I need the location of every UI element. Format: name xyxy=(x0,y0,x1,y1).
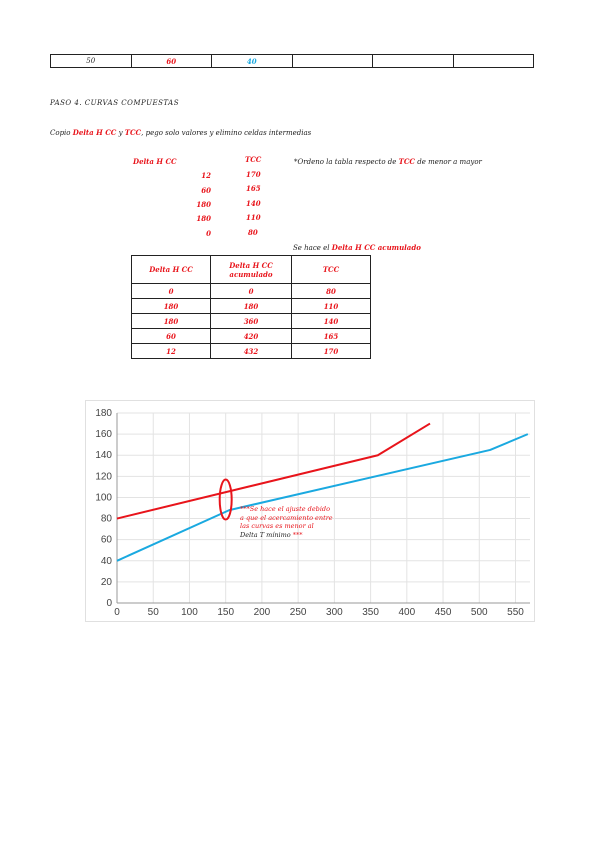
annotation-stars: *** xyxy=(292,530,303,539)
top-cell-1: 50 xyxy=(51,55,132,67)
table-row xyxy=(132,284,371,299)
loose-col1-1: 60 xyxy=(201,186,211,195)
annotation-line-3: las curvas es menor al xyxy=(240,522,314,530)
loose-header-2: TCC xyxy=(245,155,262,164)
y-tick-label: 80 xyxy=(100,513,112,525)
x-tick-label: 250 xyxy=(289,607,307,618)
y-tick-label: 60 xyxy=(100,534,112,546)
table-cell: 80 xyxy=(292,284,371,299)
sort-note-term: TCC xyxy=(398,157,415,166)
annotation-line-4 xyxy=(240,531,333,540)
x-tick-label: 550 xyxy=(507,607,524,618)
sort-note-prefix: *Ordeno la tabla respecto de xyxy=(294,158,397,166)
table-row xyxy=(132,314,371,329)
table-cell: 180 xyxy=(132,299,211,314)
loose-col1-4: 0 xyxy=(206,229,211,238)
sort-note-suffix: de menor a mayor xyxy=(417,158,482,166)
x-tick-label: 150 xyxy=(217,607,235,618)
y-tick-label: 140 xyxy=(95,450,112,462)
loose-col2-1: 165 xyxy=(246,184,261,193)
loose-col1-0: 12 xyxy=(201,171,211,180)
annotation-line-1: ***Se hace el ajuste debido xyxy=(240,505,330,513)
annotation-delta-t: Delta T mínimo xyxy=(240,530,291,539)
table-header-row xyxy=(132,256,371,284)
x-tick-label: 50 xyxy=(147,607,159,618)
loose-col2-4: 80 xyxy=(248,228,258,237)
table-row xyxy=(132,299,371,314)
loose-col1-3: 180 xyxy=(196,214,211,223)
cumulative-note xyxy=(293,243,421,252)
loose-col2-0: 170 xyxy=(246,170,261,179)
loose-header-1: Delta H CC xyxy=(133,157,177,166)
table-cell: 12 xyxy=(132,344,211,359)
table-cell: 110 xyxy=(292,299,371,314)
loose-col1-2: 180 xyxy=(196,200,211,209)
x-tick-label: 500 xyxy=(470,607,488,618)
y-tick-label: 40 xyxy=(100,555,112,567)
cumulative-note-term: Delta H CC acumulado xyxy=(331,243,421,252)
top-cell-6 xyxy=(454,55,534,67)
cumulative-table xyxy=(131,255,371,359)
y-tick-label: 0 xyxy=(106,598,112,609)
table-cell: 180 xyxy=(211,299,292,314)
cumulative-note-prefix: Se hace el xyxy=(293,244,330,252)
instruction-prefix: Copio xyxy=(50,129,71,137)
header-delta-h-acum: Delta H CC acumulado xyxy=(211,256,292,284)
table-cell: 170 xyxy=(292,344,371,359)
annotation-line-2: a que el acercamiento entre xyxy=(240,513,333,522)
x-tick-label: 400 xyxy=(398,607,416,618)
y-tick-label: 180 xyxy=(95,408,112,419)
header-tcc: TCC xyxy=(292,256,371,284)
chart-annotation xyxy=(240,505,333,539)
top-cell-3: 40 xyxy=(212,55,293,67)
x-tick-label: 0 xyxy=(114,607,120,618)
header-delta-h: Delta H CC xyxy=(132,256,211,284)
x-tick-label: 350 xyxy=(362,607,379,618)
top-table-row xyxy=(50,54,534,68)
table-cell: 0 xyxy=(211,284,292,299)
table-cell: 140 xyxy=(292,314,371,329)
table-cell: 420 xyxy=(211,329,292,344)
table-cell: 432 xyxy=(211,344,292,359)
top-cell-5 xyxy=(373,55,454,67)
instruction-conj: y xyxy=(118,129,123,137)
x-tick-label: 300 xyxy=(326,607,343,618)
y-tick-label: 120 xyxy=(95,471,112,483)
table-cell: 165 xyxy=(292,329,371,344)
table-cell: 360 xyxy=(211,314,292,329)
loose-col2-2: 140 xyxy=(246,199,261,208)
y-tick-label: 20 xyxy=(100,576,112,588)
table-cell: 180 xyxy=(132,314,211,329)
table-cell: 60 xyxy=(132,329,211,344)
top-cell-2: 60 xyxy=(132,55,213,67)
x-tick-label: 450 xyxy=(434,607,452,618)
instruction-term2: TCC xyxy=(124,128,142,137)
sort-note xyxy=(294,157,482,166)
table-cell: 0 xyxy=(132,284,211,299)
instruction-term1: Delta H CC xyxy=(72,128,117,137)
top-cell-4 xyxy=(293,55,374,67)
y-tick-label: 100 xyxy=(95,492,112,504)
x-tick-label: 100 xyxy=(181,607,198,618)
y-tick-label: 160 xyxy=(95,429,112,441)
loose-col2-3: 110 xyxy=(246,213,261,222)
section-title: PASO 4. CURVAS COMPUESTAS xyxy=(50,99,180,107)
x-tick-label: 200 xyxy=(253,607,271,618)
table-row xyxy=(132,344,371,359)
table-row xyxy=(132,329,371,344)
instruction-line xyxy=(50,128,311,137)
instruction-suffix: , pego solo valores y elimino celdas intermedias xyxy=(141,129,312,137)
